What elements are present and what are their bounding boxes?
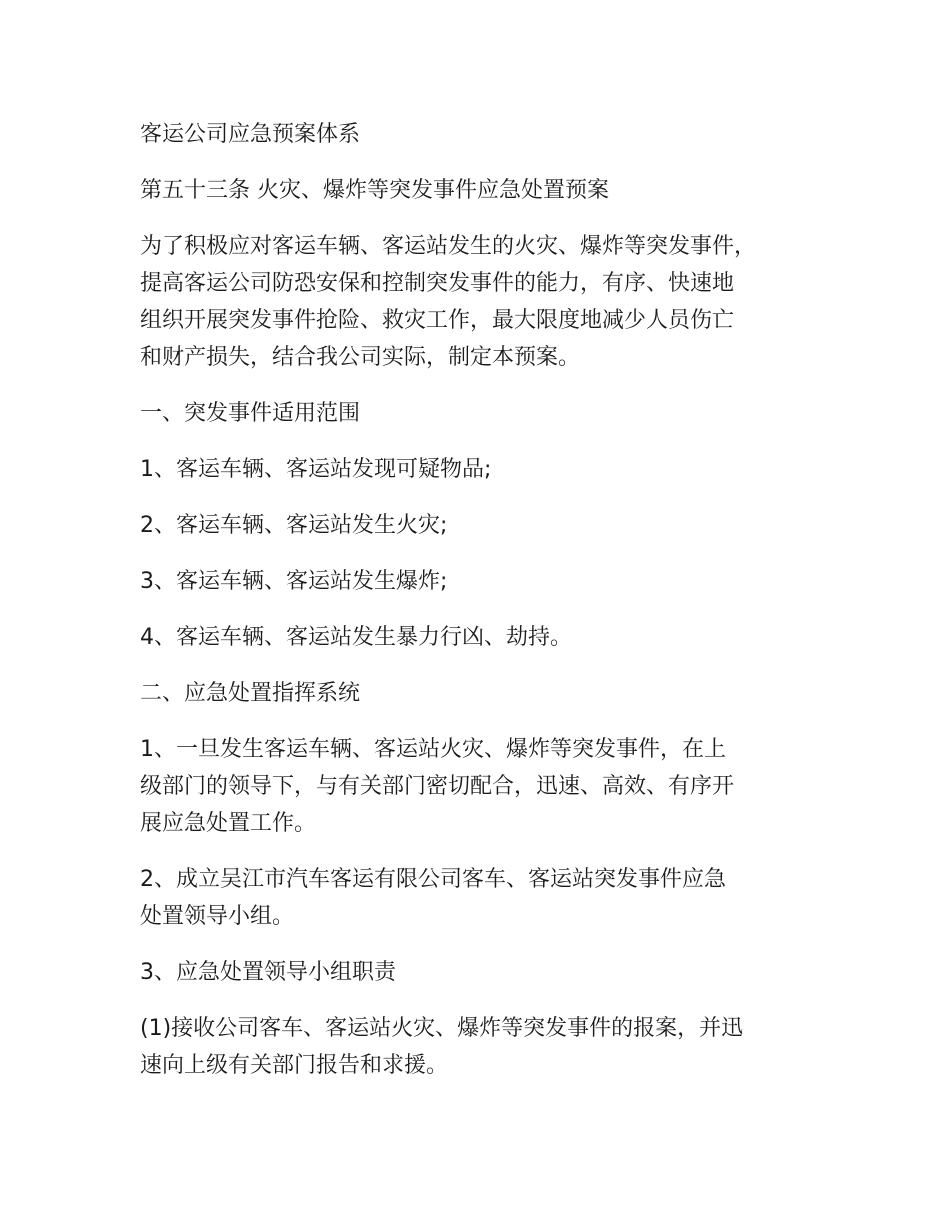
section-heading-command — [140, 675, 820, 712]
text-line: 组织开展突发事件抢险、救灾工作，最大限度地减少人员伤亡 — [140, 308, 735, 333]
section-heading-text: 二、应急处置指挥系统 — [140, 681, 361, 706]
text-line: 速向上级有关部门报告和求援。 — [140, 1053, 449, 1078]
list-item-text: 2、客运车辆、客运站发生火灾; — [140, 513, 448, 538]
document-title — [140, 116, 820, 153]
scope-item — [140, 619, 820, 656]
command-paragraph-3 — [140, 954, 820, 991]
list-item-text: 1、客运车辆、客运站发现可疑物品; — [140, 457, 492, 482]
scope-item — [140, 451, 820, 488]
text-line: 级部门的领导下，与有关部门密切配合，迅速、高效、有序开 — [140, 774, 735, 799]
section-heading-text: 一、突发事件适用范围 — [140, 401, 361, 426]
document-body — [140, 116, 820, 1103]
title-text: 客运公司应急预案体系 — [140, 122, 361, 147]
text-line: 提高客运公司防恐安保和控制突发事件的能力，有序、快速地 — [140, 271, 735, 296]
text-line: 展应急处置工作。 — [140, 811, 317, 836]
list-item-text: 3、客运车辆、客运站发生爆炸; — [140, 569, 448, 594]
scope-item — [140, 507, 820, 544]
text-line: (1)接收公司客车、客运站火灾、爆炸等突发事件的报案，并迅 — [140, 1016, 744, 1041]
text-line: 为了积极应对客运车辆、客运站发生的火灾、爆炸等突发事件， — [140, 234, 757, 259]
article-heading — [140, 172, 820, 209]
text-line: 处置领导小组。 — [140, 904, 295, 929]
intro-paragraph — [140, 228, 820, 376]
text-line: 1、一旦发生客运车辆、客运站火灾、爆炸等突发事件，在上 — [140, 737, 726, 762]
text-line: 2、成立吴江市汽车客运有限公司客车、客运站突发事件应急 — [140, 867, 726, 892]
text-line: 和财产损失，结合我公司实际，制定本预案。 — [140, 345, 581, 370]
list-item-text: 4、客运车辆、客运站发生暴力行凶、劫持。 — [140, 625, 572, 650]
article-heading-text: 第五十三条 火灾、爆炸等突发事件应急处置预案 — [140, 178, 609, 203]
scope-item — [140, 563, 820, 600]
command-paragraph-4 — [140, 1010, 820, 1084]
section-heading-scope — [140, 395, 820, 432]
command-paragraph-1 — [140, 731, 820, 842]
command-paragraph-2 — [140, 861, 820, 935]
text-line: 3、应急处置领导小组职责 — [140, 960, 396, 985]
